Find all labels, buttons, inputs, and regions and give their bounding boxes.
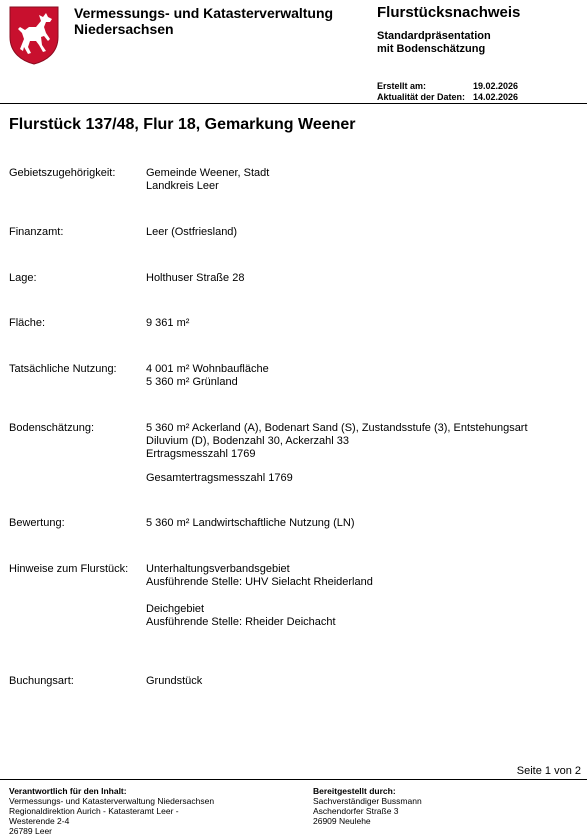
field-value-boden: [146, 422, 576, 485]
field-label-bewertung: Bewertung:: [9, 517, 65, 529]
field-label-hinweise: Hinweise zum Flurstück:: [9, 563, 129, 575]
field-value-hinweise: [146, 563, 576, 629]
boden-line-2: Diluvium (D), Bodenzahl 30, Ackerzahl 33: [146, 435, 349, 447]
hinweise-line-1: Unterhaltungsverbandsgebiet: [146, 563, 290, 575]
boden-line-1: 5 360 m² Ackerland (A), Bodenart Sand (S), Zustandsstufe (3), Entstehungsart: [146, 422, 528, 434]
footer-left-title: Verantwortlich für den Inhalt:: [9, 786, 127, 796]
lower-saxony-coat-of-arms-icon: [8, 5, 60, 65]
gebiet-line-1: Gemeinde Weener, Stadt: [146, 167, 270, 179]
field-label-lage: Lage:: [9, 272, 37, 284]
organization-name: [74, 5, 354, 37]
field-value-nutzung: [146, 363, 576, 389]
data-actuality-value: 14.02.2026: [473, 92, 519, 102]
field-value-buchungsart: Grundstück: [146, 675, 203, 687]
field-value-bewertung: 5 360 m² Landwirtschaftliche Nutzung (LN): [146, 517, 355, 529]
field-label-nutzung: Tatsächliche Nutzung:: [9, 363, 117, 375]
nutzung-line-2: 5 360 m² Grünland: [146, 376, 238, 388]
field-label-flaeche: Fläche:: [9, 317, 46, 329]
created-value: 19.02.2026: [473, 81, 519, 91]
boden-line-4: Gesamtertragsmesszahl 1769: [146, 472, 293, 484]
hinweise-line-3: Deichgebiet: [146, 603, 205, 615]
field-label-boden: Bodenschätzung:: [9, 422, 95, 434]
org-line-1: Vermessungs- und Katasterverwaltung: [74, 5, 334, 21]
field-label-gebiet: Gebietszugehörigkeit:: [9, 167, 116, 179]
footer-left-line-3: Westerende 2-4: [9, 816, 70, 826]
hinweise-line-2: Ausführende Stelle: UHV Sielacht Rheiderland: [146, 576, 373, 588]
field-label-finanzamt: Finanzamt:: [9, 226, 64, 238]
footer-right-line-2: Aschendorfer Straße 3: [313, 806, 399, 816]
nutzung-line-1: 4 001 m² Wohnbaufläche: [146, 363, 269, 375]
boden-line-3: Ertragsmesszahl 1769: [146, 448, 256, 460]
document-subtitle: [377, 30, 577, 56]
field-value-lage: Holthuser Straße 28: [146, 272, 245, 284]
field-value-gebiet: [146, 167, 576, 193]
field-label-buchungsart: Buchungsart:: [9, 675, 74, 687]
gebiet-line-2: Landkreis Leer: [146, 180, 219, 192]
document-subtitle-line-1: Standardpräsentation: [377, 30, 491, 42]
created-label: Erstellt am:: [377, 81, 427, 91]
footer-right-line-1: Sachverständiger Bussmann: [313, 796, 422, 806]
header-divider: [0, 103, 587, 104]
footer-provider: [313, 786, 573, 826]
hinweise-line-4: Ausführende Stelle: Rheider Deichacht: [146, 616, 336, 628]
footer-right-title: Bereitgestellt durch:: [313, 786, 396, 796]
footer-left-line-4: 26789 Leer: [9, 826, 53, 836]
field-value-flaeche: 9 361 m²: [146, 317, 190, 329]
document-subtitle-line-2: mit Bodenschätzung: [377, 43, 486, 55]
org-line-2: Niedersachsen: [74, 21, 174, 37]
footer-left-line-2: Regionaldirektion Aurich - Katasteramt Leer -: [9, 806, 179, 816]
data-actuality-label: Aktualität der Daten:: [377, 92, 466, 102]
footer-responsible: [9, 786, 299, 836]
field-value-finanzamt: Leer (Ostfriesland): [146, 226, 238, 238]
document-title: Flurstücksnachweis: [377, 4, 521, 21]
footer-divider: [0, 779, 587, 780]
footer-left-line-1: Vermessungs- und Katasterverwaltung Niedersachsen: [9, 796, 215, 806]
footer-right-line-3: 26909 Neulehe: [313, 816, 371, 826]
page-number: Seite 1 von 2: [516, 765, 581, 777]
parcel-title: Flurstück 137/48, Flur 18, Gemarkung Weener: [9, 116, 356, 133]
